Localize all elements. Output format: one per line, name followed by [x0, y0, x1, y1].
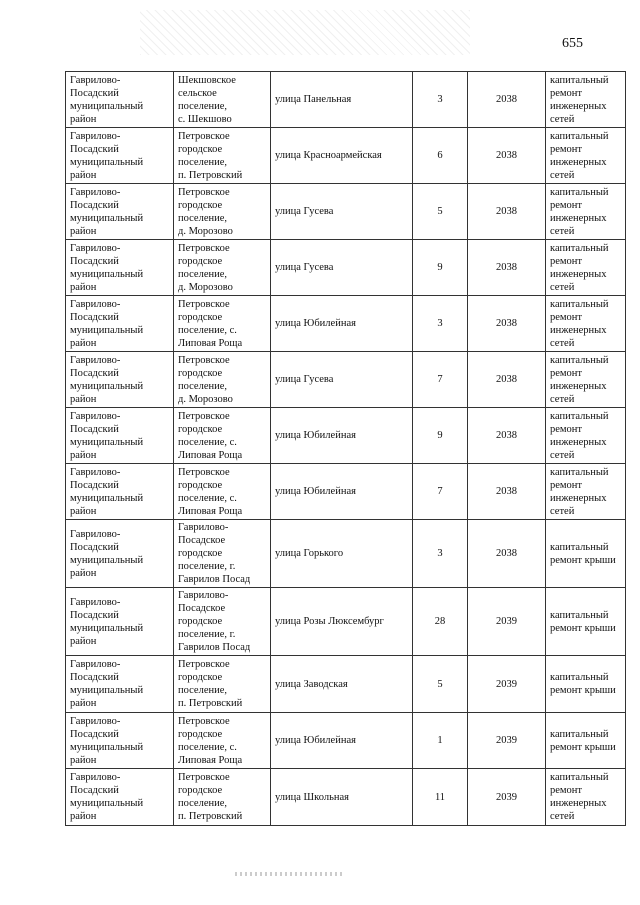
cell-settlement: Петровское городское поселение, д. Морозово: [174, 240, 271, 296]
cell-settlement: Петровское городское поселение, с. Липовая Роща: [174, 464, 271, 520]
housing-repair-table: [65, 71, 626, 826]
cell-year: 2038: [468, 408, 546, 464]
cell-street: улица Юбилейная: [271, 464, 413, 520]
cell-house: 7: [413, 464, 468, 520]
cell-year: 2039: [468, 769, 546, 826]
table-row: [66, 713, 626, 769]
cell-work: капитальный ремонт крыши: [546, 588, 626, 656]
cell-house: 3: [413, 72, 468, 128]
cell-settlement: Шекшовское сельское поселение, с. Шекшово: [174, 72, 271, 128]
cell-year: 2039: [468, 588, 546, 656]
cell-year: 2038: [468, 520, 546, 588]
cell-house: 1: [413, 713, 468, 769]
cell-street: улица Панельная: [271, 72, 413, 128]
cell-house: 5: [413, 656, 468, 713]
table-row: [66, 184, 626, 240]
cell-street: улица Школьная: [271, 769, 413, 826]
cell-district: Гаврилово- Посадский муниципальный район: [66, 408, 174, 464]
cell-house: 9: [413, 240, 468, 296]
table-row: [66, 656, 626, 713]
cell-district: Гаврилово- Посадский муниципальный район: [66, 520, 174, 588]
cell-street: улица Гусева: [271, 352, 413, 408]
cell-settlement: Петровское городское поселение, с. Липовая Роща: [174, 408, 271, 464]
cell-district: Гаврилово- Посадский муниципальный район: [66, 713, 174, 769]
table-row: [66, 128, 626, 184]
cell-year: 2039: [468, 656, 546, 713]
table-row: [66, 352, 626, 408]
table-row: [66, 296, 626, 352]
cell-year: 2038: [468, 352, 546, 408]
cell-district: Гаврилово- Посадский муниципальный район: [66, 588, 174, 656]
cell-house: 6: [413, 128, 468, 184]
cell-street: улица Красноармейская: [271, 128, 413, 184]
table-row: [66, 408, 626, 464]
cell-work: капитальный ремонт крыши: [546, 656, 626, 713]
cell-street: улица Горького: [271, 520, 413, 588]
cell-year: 2038: [468, 240, 546, 296]
scan-noise: [140, 10, 470, 55]
cell-work: капитальный ремонт инженерных сетей: [546, 72, 626, 128]
cell-house: 11: [413, 769, 468, 826]
cell-house: 5: [413, 184, 468, 240]
cell-settlement: Гаврилово- Посадское городское поселение, г. Гаврилов Посад: [174, 520, 271, 588]
cell-street: улица Заводская: [271, 656, 413, 713]
cell-work: капитальный ремонт инженерных сетей: [546, 128, 626, 184]
cell-work: капитальный ремонт инженерных сетей: [546, 769, 626, 826]
cell-district: Гаврилово- Посадский муниципальный район: [66, 240, 174, 296]
cell-street: улица Розы Люксембург: [271, 588, 413, 656]
cell-year: 2038: [468, 184, 546, 240]
cell-work: капитальный ремонт инженерных сетей: [546, 296, 626, 352]
table-row: [66, 464, 626, 520]
cell-work: капитальный ремонт инженерных сетей: [546, 464, 626, 520]
cell-district: Гаврилово- Посадский муниципальный район: [66, 352, 174, 408]
cell-street: улица Гусева: [271, 184, 413, 240]
cell-district: Гаврилово- Посадский муниципальный район: [66, 656, 174, 713]
cell-district: Гаврилово- Посадский муниципальный район: [66, 184, 174, 240]
table-row: [66, 588, 626, 656]
cell-work: капитальный ремонт крыши: [546, 713, 626, 769]
cell-street: улица Юбилейная: [271, 296, 413, 352]
cell-settlement: Петровское городское поселение, п. Петровский: [174, 769, 271, 826]
cell-settlement: Петровское городское поселение, д. Морозово: [174, 184, 271, 240]
table-row: [66, 240, 626, 296]
cell-work: капитальный ремонт инженерных сетей: [546, 184, 626, 240]
cell-house: 3: [413, 520, 468, 588]
table-row: [66, 769, 626, 826]
cell-year: 2038: [468, 464, 546, 520]
cell-street: улица Юбилейная: [271, 713, 413, 769]
cell-district: Гаврилово- Посадский муниципальный район: [66, 296, 174, 352]
cell-settlement: Гаврилово- Посадское городское поселение, г. Гаврилов Посад: [174, 588, 271, 656]
cell-street: улица Юбилейная: [271, 408, 413, 464]
cell-year: 2038: [468, 72, 546, 128]
cell-settlement: Петровское городское поселение, с. Липовая Роща: [174, 296, 271, 352]
page-number: 655: [562, 36, 583, 51]
scan-footer-mark: [235, 872, 345, 876]
cell-district: Гаврилово- Посадский муниципальный район: [66, 128, 174, 184]
cell-house: 3: [413, 296, 468, 352]
cell-district: Гаврилово- Посадский муниципальный район: [66, 72, 174, 128]
cell-house: 9: [413, 408, 468, 464]
cell-year: 2038: [468, 128, 546, 184]
cell-settlement: Петровское городское поселение, п. Петровский: [174, 656, 271, 713]
cell-street: улица Гусева: [271, 240, 413, 296]
cell-house: 7: [413, 352, 468, 408]
cell-house: 28: [413, 588, 468, 656]
cell-settlement: Петровское городское поселение, п. Петровский: [174, 128, 271, 184]
cell-settlement: Петровское городское поселение, д. Морозово: [174, 352, 271, 408]
cell-year: 2039: [468, 713, 546, 769]
table-row: [66, 72, 626, 128]
cell-work: капитальный ремонт инженерных сетей: [546, 352, 626, 408]
cell-work: капитальный ремонт инженерных сетей: [546, 408, 626, 464]
cell-district: Гаврилово- Посадский муниципальный район: [66, 464, 174, 520]
cell-year: 2038: [468, 296, 546, 352]
cell-work: капитальный ремонт инженерных сетей: [546, 240, 626, 296]
cell-settlement: Петровское городское поселение, с. Липовая Роща: [174, 713, 271, 769]
cell-district: Гаврилово- Посадский муниципальный район: [66, 769, 174, 826]
cell-work: капитальный ремонт крыши: [546, 520, 626, 588]
table-row: [66, 520, 626, 588]
